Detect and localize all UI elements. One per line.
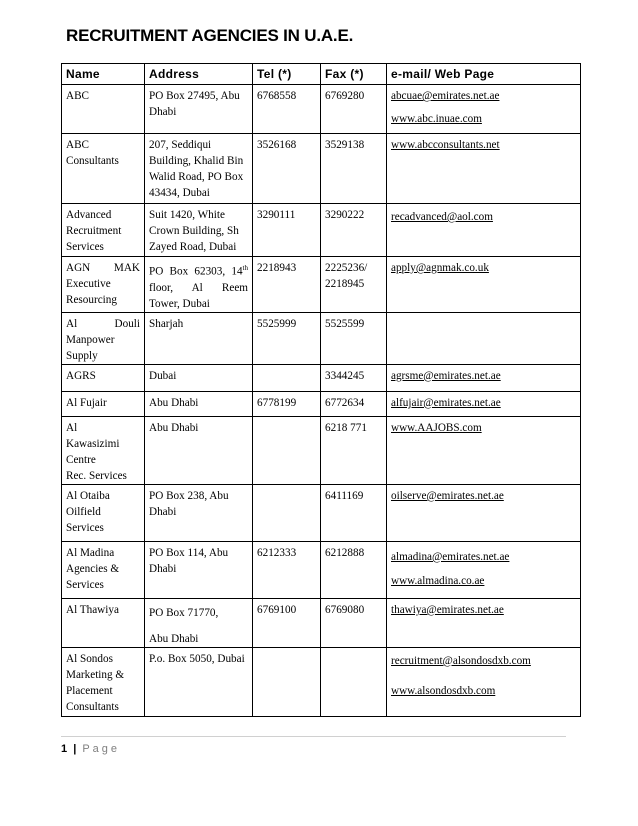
cell-name: Al Madina Agencies & Services — [62, 541, 145, 598]
cell-address — [145, 257, 253, 313]
table-row — [62, 312, 581, 364]
page-number: 1 — [61, 743, 68, 755]
cell-email — [387, 391, 581, 416]
name-line: Resourcing — [66, 294, 117, 306]
document-title: RECRUITMENT AGENCIES IN U.A.E. — [66, 26, 354, 45]
cell-name — [62, 257, 145, 313]
cell-tel: 2218943 — [253, 257, 321, 313]
table-row — [62, 134, 581, 204]
cell-address: Abu Dhabi — [145, 391, 253, 416]
email-link[interactable]: agrsme@emirates.net.ae — [391, 369, 501, 382]
agencies-table — [61, 63, 581, 717]
email-link[interactable]: recruitment@alsondosdxb.com — [391, 654, 531, 667]
cell-email — [387, 204, 581, 257]
cell-name: AGRS — [62, 364, 145, 391]
page-footer — [61, 743, 120, 755]
cell-fax — [321, 647, 387, 716]
cell-tel: 6212333 — [253, 541, 321, 598]
table-row — [62, 391, 581, 416]
table-header-row — [62, 64, 581, 85]
email-link[interactable]: almadina@emirates.net.ae — [391, 550, 510, 563]
cell-address: P.o. Box 5050, Dubai — [145, 647, 253, 716]
cell-tel: 3290111 — [253, 204, 321, 257]
cell-email — [387, 647, 581, 716]
address-line: PO Box 62303, 14th — [149, 264, 248, 278]
cell-address: Abu Dhabi — [145, 416, 253, 484]
cell-email — [387, 598, 581, 647]
table-row — [62, 364, 581, 391]
cell-email — [387, 541, 581, 598]
cell-fax: 6772634 — [321, 391, 387, 416]
cell-address: 207, Seddiqui Building, Khalid Bin Walid Road, PO Box 43434, Dubai — [145, 134, 253, 204]
cell-fax: 6411169 — [321, 484, 387, 541]
cell-email — [387, 257, 581, 313]
cell-fax: 6769080 — [321, 598, 387, 647]
cell-name — [62, 312, 145, 364]
cell-fax: 3290222 — [321, 204, 387, 257]
cell-fax: 6769280 — [321, 85, 387, 134]
name-line: Supply — [66, 349, 98, 362]
table-row — [62, 257, 581, 313]
header-name: Name — [62, 64, 145, 85]
header-fax: Fax (*) — [321, 64, 387, 85]
cell-name: ABC Consultants — [62, 134, 145, 204]
cell-name: Al Thawiya — [62, 598, 145, 647]
web-link[interactable]: www.abc.inuae.com — [391, 113, 482, 125]
name-line: Rec. Services — [66, 469, 127, 482]
header-email: e-mail/ Web Page — [387, 64, 581, 85]
cell-tel: 6778199 — [253, 391, 321, 416]
table-row — [62, 541, 581, 598]
cell-tel: 6769100 — [253, 598, 321, 647]
cell-email — [387, 416, 581, 484]
cell-address: PO Box 27495, Abu Dhabi — [145, 85, 253, 134]
cell-address: Suit 1420, White Crown Building, Sh Zayed Road, Dubai — [145, 204, 253, 257]
address-line: floor, Al Reem — [149, 281, 248, 294]
page-label: Page — [82, 743, 121, 755]
name-line: Centre — [66, 453, 96, 466]
cell-name: Al Otaiba Oilfield Services — [62, 484, 145, 541]
cell-fax: 6218 771 — [321, 416, 387, 484]
name-line: Kawasizimi — [66, 437, 120, 450]
email-link[interactable]: recadvanced@aol.com — [391, 211, 493, 223]
cell-address: PO Box 114, Abu Dhabi — [145, 541, 253, 598]
web-link[interactable]: www.alsondosdxb.com — [391, 684, 496, 697]
footer-separator: | — [73, 743, 77, 755]
footer-divider — [61, 736, 566, 737]
address-line: Tower, Dubai — [149, 297, 210, 310]
header-address: Address — [145, 64, 253, 85]
web-link[interactable]: www.AAJOBS.com — [391, 421, 482, 434]
web-link[interactable]: www.almadina.co.ae — [391, 574, 485, 587]
cell-fax: 3529138 — [321, 134, 387, 204]
name-line: Al — [66, 421, 78, 434]
email-link[interactable]: abcuae@emirates.net.ae — [391, 90, 500, 102]
cell-tel: 3526168 — [253, 134, 321, 204]
cell-tel — [253, 416, 321, 484]
header-tel: Tel (*) — [253, 64, 321, 85]
name-line: Executive — [66, 278, 111, 290]
cell-fax: 3344245 — [321, 364, 387, 391]
email-link[interactable]: alfujair@emirates.net.ae — [391, 396, 501, 409]
cell-email — [387, 364, 581, 391]
cell-address — [145, 598, 253, 647]
cell-fax: 6212888 — [321, 541, 387, 598]
table-row — [62, 85, 581, 134]
email-link[interactable]: thawiya@emirates.net.ae — [391, 603, 504, 616]
cell-address: PO Box 238, Abu Dhabi — [145, 484, 253, 541]
cell-name: Advanced Recruitment Services — [62, 204, 145, 257]
cell-name: Al Sondos Marketing & Placement Consultants — [62, 647, 145, 716]
table-row — [62, 204, 581, 257]
cell-email — [387, 312, 581, 364]
cell-tel — [253, 647, 321, 716]
cell-name — [62, 416, 145, 484]
cell-name: Al Fujair — [62, 391, 145, 416]
table-row — [62, 484, 581, 541]
table-row — [62, 598, 581, 647]
name-line: AGN MAK — [66, 262, 140, 274]
table-row — [62, 647, 581, 716]
cell-address: Dubai — [145, 364, 253, 391]
email-link[interactable]: www.abcconsultants.net — [391, 139, 500, 151]
email-link[interactable]: apply@agnmak.co.uk — [391, 262, 489, 274]
cell-fax: 5525599 — [321, 312, 387, 364]
cell-email — [387, 85, 581, 134]
name-line: Al Douli — [66, 317, 140, 330]
cell-address: Sharjah — [145, 312, 253, 364]
cell-tel — [253, 484, 321, 541]
cell-email — [387, 134, 581, 204]
cell-email — [387, 484, 581, 541]
cell-tel: 5525999 — [253, 312, 321, 364]
email-link[interactable]: oilserve@emirates.net.ae — [391, 489, 504, 502]
address-line: PO Box 71770, — [149, 606, 219, 619]
table-row — [62, 416, 581, 484]
cell-name: ABC — [62, 85, 145, 134]
cell-tel — [253, 364, 321, 391]
cell-fax: 2225236/ 2218945 — [321, 257, 387, 313]
name-line: Manpower — [66, 333, 115, 346]
address-line: Abu Dhabi — [149, 632, 199, 645]
cell-tel: 6768558 — [253, 85, 321, 134]
